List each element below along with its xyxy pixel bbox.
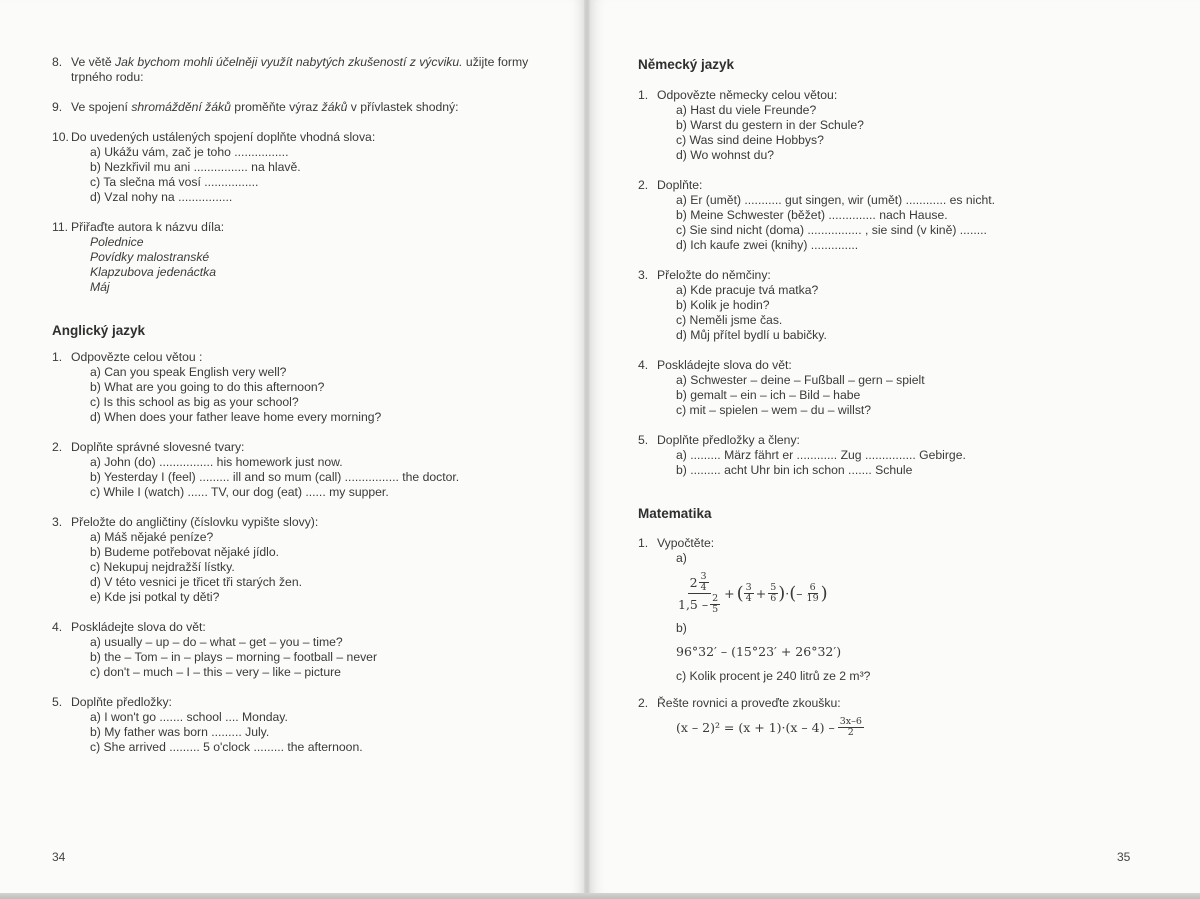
mixed-whole: 2 bbox=[689, 575, 698, 590]
fraction bbox=[838, 717, 864, 738]
fraction-denominator bbox=[676, 594, 722, 615]
question-number: 2. bbox=[638, 696, 649, 710]
paren: ( bbox=[736, 583, 744, 604]
section-heading-english: Anglický jazyk bbox=[52, 323, 146, 338]
answer-item: b) gemalt – ein – ich – Bild – habe bbox=[676, 388, 861, 402]
answer-item: b) Warst du gestern in der Schule? bbox=[676, 118, 864, 132]
numerator: 3x–6 bbox=[839, 716, 862, 727]
question-11 bbox=[52, 220, 572, 295]
work-title: Polednice bbox=[90, 235, 144, 249]
question-text: Přeložte do němčiny: bbox=[657, 268, 771, 282]
page-bottom-edge bbox=[0, 893, 1200, 899]
question-text: Poskládejte slova do vět: bbox=[657, 358, 792, 372]
answer-item: b) ......... acht Uhr bin ich schon ....... Schule bbox=[676, 463, 913, 477]
english-question-2 bbox=[52, 440, 572, 500]
answer-item: c) While I (watch) ...... TV, our dog (eat) ...... my supper. bbox=[90, 485, 389, 499]
question-number: 5. bbox=[52, 695, 63, 709]
operator: · bbox=[785, 586, 790, 601]
english-question-1 bbox=[52, 350, 572, 425]
answer-item: c) mit – spielen – wem – du – willst? bbox=[676, 403, 872, 417]
question-number: 4. bbox=[638, 358, 649, 372]
denominator: 5 bbox=[712, 604, 719, 615]
italic-text: shromáždění žáků bbox=[131, 100, 231, 114]
question-number: 1. bbox=[638, 88, 649, 102]
answer-item: b) What are you going to do this afternoon? bbox=[90, 380, 325, 394]
question-text: Doplňte předložky: bbox=[71, 695, 172, 709]
answer-item: c) Is this school as big as your school? bbox=[90, 395, 299, 409]
answer-item: a) Can you speak English very well? bbox=[90, 365, 287, 379]
answer-item: d) Vzal nohy na ................ bbox=[90, 190, 233, 204]
answer-item: c) Was sind deine Hobbys? bbox=[676, 133, 824, 147]
answer-item: c) She arrived ......... 5 o'clock ......... the afternoon. bbox=[90, 740, 363, 754]
answer-item: a) Máš nějaké peníze? bbox=[90, 530, 214, 544]
question-text: Doplňte: bbox=[657, 178, 703, 192]
paren: ) bbox=[778, 583, 786, 604]
text: Ve větě bbox=[71, 55, 116, 69]
question-number: 10. bbox=[52, 130, 69, 144]
answer-item: d) V této vesnici je třicet tři starých žen. bbox=[90, 575, 303, 589]
answer-item: a) Schwester – deine – Fußball – gern – spielt bbox=[676, 373, 925, 387]
math-question-2 bbox=[638, 696, 1158, 738]
german-question-3 bbox=[638, 268, 1158, 343]
item-label: b) bbox=[676, 621, 687, 635]
mixed-fraction bbox=[699, 572, 709, 593]
operator: + bbox=[724, 586, 735, 601]
answer-item: b) Yesterday I (feel) ......... ill and so mum (call) ................ the doctor. bbox=[90, 470, 460, 484]
answer-item: b) Budeme potřebovat nějaké jídlo. bbox=[90, 545, 280, 559]
question-number: 5. bbox=[638, 433, 649, 447]
denominator: 6 bbox=[770, 593, 777, 604]
question-text: Doplňte správné slovesné tvary: bbox=[71, 440, 245, 454]
answer-item: a) Kde pracuje tvá matka? bbox=[676, 283, 819, 297]
question-9 bbox=[52, 100, 572, 115]
question-text: Přiřaďte autora k názvu díla: bbox=[71, 220, 225, 234]
question-number: 2. bbox=[52, 440, 63, 454]
question-number: 8. bbox=[52, 55, 63, 69]
answer-item: c) Kolik procent je 240 litrů ze 2 m³? bbox=[676, 669, 871, 683]
question-text: Odpovězte celou větou : bbox=[71, 350, 203, 364]
operator: – bbox=[796, 586, 803, 601]
english-question-3 bbox=[52, 515, 572, 605]
paren: ) bbox=[820, 583, 828, 604]
text: trpného rodu: bbox=[71, 70, 144, 84]
question-text: Odpovězte německy celou větou: bbox=[657, 88, 838, 102]
answer-item: d) When does your father leave home every morning? bbox=[90, 410, 382, 424]
english-question-5 bbox=[52, 695, 572, 755]
paren: ( bbox=[789, 583, 797, 604]
section-heading-german: Německý jazyk bbox=[638, 57, 735, 72]
answer-item: a) I won't go ....... school .... Monday. bbox=[90, 710, 288, 724]
question-text: Do uvedených ustálených spojení doplňte vhodná slova: bbox=[71, 130, 376, 144]
english-question-4 bbox=[52, 620, 572, 680]
work-title: Klapzubova jedenáctka bbox=[90, 265, 217, 279]
german-question-1 bbox=[638, 88, 1158, 163]
section-heading-math: Matematika bbox=[638, 506, 712, 521]
text: užijte formy bbox=[462, 55, 529, 69]
book-gutter bbox=[584, 0, 590, 899]
answer-item: d) Wo wohnst du? bbox=[676, 148, 775, 162]
item-label: a) bbox=[676, 551, 687, 565]
question-number: 1. bbox=[638, 536, 649, 550]
equation bbox=[657, 717, 1158, 738]
text: Ve spojení bbox=[71, 100, 132, 114]
numerator: 5 bbox=[770, 582, 777, 593]
question-text: Přeložte do angličtiny (číslovku vypište slovy): bbox=[71, 515, 319, 529]
answer-item: c) Sie sind nicht (doma) ................ , sie sind (v kině) ........ bbox=[676, 223, 987, 237]
question-text: Poskládejte slova do vět: bbox=[71, 620, 206, 634]
math-expression-b: 96°32′ – (15°23′ + 26°32′) bbox=[676, 644, 842, 659]
question-text: Vypočtěte: bbox=[657, 536, 715, 550]
fraction bbox=[768, 583, 778, 604]
answer-item: c) Nekupuj nejdražší lístky. bbox=[90, 560, 235, 574]
italic-text: žáků bbox=[321, 100, 348, 114]
right-column bbox=[638, 57, 1158, 738]
answer-item: c) Ta slečna má vosí ................ bbox=[90, 175, 259, 189]
math-expression-a bbox=[657, 572, 1158, 615]
question-number: 2. bbox=[638, 178, 649, 192]
page-number-right: 35 bbox=[1117, 850, 1131, 864]
fraction-numerator bbox=[688, 572, 711, 594]
fraction bbox=[744, 583, 754, 604]
question-number: 11. bbox=[52, 220, 69, 234]
answer-item: b) Meine Schwester (běžet) .............. nach Hause. bbox=[676, 208, 948, 222]
question-number: 1. bbox=[52, 350, 63, 364]
question-number: 4. bbox=[52, 620, 63, 634]
numerator: 3 bbox=[745, 582, 752, 593]
answer-item: a) Ukážu vám, zač je toho ................ bbox=[90, 145, 289, 159]
question-text: Doplňte předložky a členy: bbox=[657, 433, 800, 447]
math-question-1 bbox=[638, 536, 1158, 684]
answer-item: a) John (do) ................ his homework just now. bbox=[90, 455, 343, 469]
german-question-5 bbox=[638, 433, 1158, 478]
question-8 bbox=[52, 55, 572, 85]
den-fraction bbox=[710, 594, 720, 615]
question-number: 3. bbox=[52, 515, 63, 529]
answer-item: a) Er (umět) ........... gut singen, wir (umět) ............ es nicht. bbox=[676, 193, 995, 207]
numerator: 6 bbox=[809, 582, 816, 593]
denominator: 2 bbox=[847, 727, 854, 738]
main-fraction bbox=[676, 572, 722, 615]
denominator: 19 bbox=[806, 593, 819, 604]
numerator: 2 bbox=[712, 593, 719, 604]
answer-item: b) the – Tom – in – plays – morning – football – never bbox=[90, 650, 378, 664]
question-number: 3. bbox=[638, 268, 649, 282]
answer-item: d) Můj přítel bydlí u babičky. bbox=[676, 328, 827, 342]
german-question-2 bbox=[638, 178, 1158, 253]
text: proměňte výraz bbox=[230, 100, 322, 114]
fraction bbox=[805, 583, 821, 604]
text: v přívlastek shodný: bbox=[347, 100, 459, 114]
answer-item: b) Nezkřivil mu ani ................ na hlavě. bbox=[90, 160, 301, 174]
german-question-4 bbox=[638, 358, 1158, 418]
work-title: Povídky malostranské bbox=[90, 250, 210, 264]
equation-left: (x – 2)² = (x + 1)·(x – 4) – bbox=[676, 720, 835, 735]
left-column bbox=[52, 55, 572, 755]
answer-item: d) Ich kaufe zwei (knihy) .............. bbox=[676, 238, 859, 252]
answer-item: a) ......... März fährt er ............ Zug ............... Gebirge. bbox=[676, 448, 966, 462]
numerator: 3 bbox=[700, 571, 707, 582]
denominator: 4 bbox=[745, 593, 752, 604]
page-number-left: 34 bbox=[52, 850, 66, 864]
answer-item: b) My father was born ......... July. bbox=[90, 725, 270, 739]
den-text: 1,5 – bbox=[678, 597, 709, 612]
answer-item: a) Hast du viele Freunde? bbox=[676, 103, 817, 117]
question-number: 9. bbox=[52, 100, 63, 114]
question-10 bbox=[52, 130, 572, 205]
question-text: Řešte rovnici a proveďte zkoušku: bbox=[657, 696, 841, 710]
denominator: 4 bbox=[700, 582, 707, 593]
italic-text: Jak bychom mohli účelněji využít nabytých zkušeností z výcviku. bbox=[115, 55, 463, 69]
answer-item: c) Neměli jsme čas. bbox=[676, 313, 783, 327]
work-title: Máj bbox=[90, 280, 110, 294]
answer-item: b) Kolik je hodin? bbox=[676, 298, 770, 312]
answer-item: c) don't – much – I – this – very – like – picture bbox=[90, 665, 341, 679]
answer-item: e) Kde jsi potkal ty děti? bbox=[90, 590, 220, 604]
answer-item: a) usually – up – do – what – get – you – time? bbox=[90, 635, 343, 649]
operator: + bbox=[755, 586, 767, 601]
